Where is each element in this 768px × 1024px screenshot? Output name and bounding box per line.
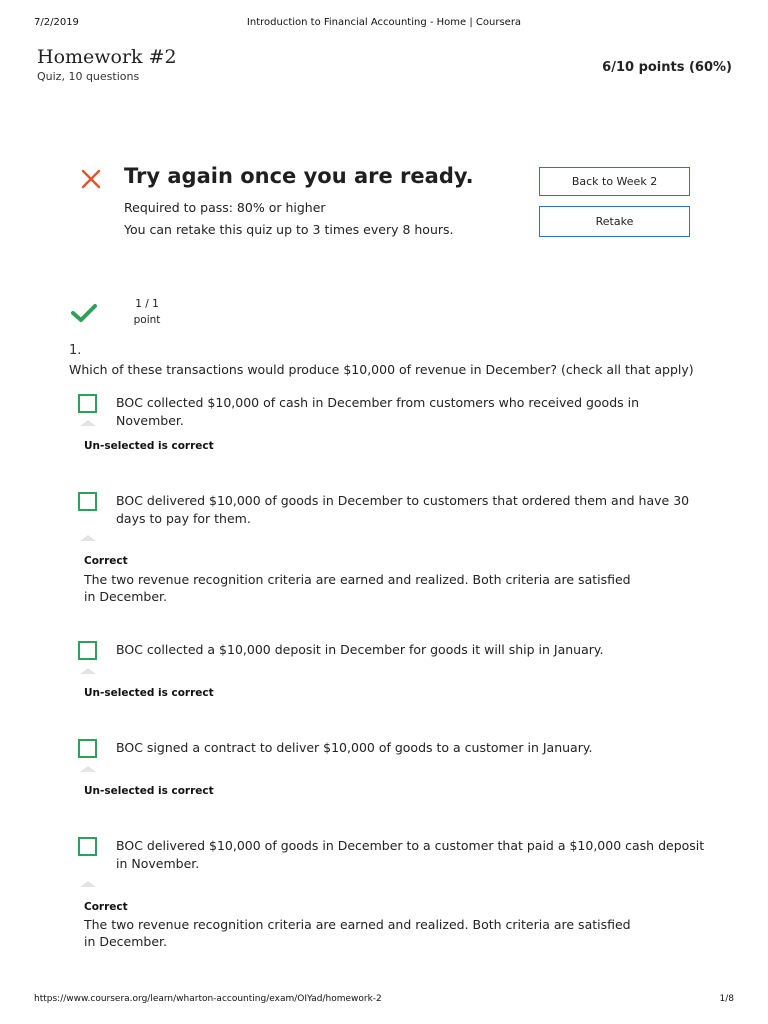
question-number: 1. [69, 343, 82, 358]
points-value: 1 / 1 [135, 298, 159, 310]
feedback-caret [80, 881, 96, 887]
print-title: Introduction to Financial Accounting - Home | Coursera [246, 17, 522, 28]
score-summary: 6/10 points (60%) [602, 60, 732, 75]
option-text: BOC collected $10,000 of cash in December from customers who received goods in November. [116, 395, 640, 428]
points-label: point [133, 314, 161, 326]
close-icon [80, 168, 102, 190]
option-checkbox[interactable] [78, 394, 97, 413]
feedback-label: Un-selected is correct [84, 785, 214, 797]
feedback-caret [80, 668, 96, 674]
feedback-text: The two revenue recognition criteria are earned and realized. Both criteria are satisfied in December. [84, 917, 631, 949]
option-text: BOC delivered $10,000 of goods in December to customers that ordered them and have 30 days to pay for them. [116, 493, 690, 526]
print-page-number: 1/8 [719, 994, 734, 1004]
page-subtitle: Quiz, 10 questions [37, 70, 140, 83]
retake-button[interactable]: Retake [539, 206, 690, 237]
option-checkbox[interactable] [78, 641, 97, 660]
option-text: BOC delivered $10,000 of goods in December to a customer that paid a $10,000 cash deposit in November. [116, 838, 705, 871]
print-header [0, 17, 768, 31]
page-title: Homework #2 [37, 46, 177, 68]
feedback-label: Un-selected is correct [84, 687, 214, 699]
question-points [122, 296, 172, 328]
print-url: https://www.coursera.org/learn/wharton-accounting/exam/OIYad/homework-2 [34, 994, 382, 1004]
option-checkbox[interactable] [78, 492, 97, 511]
result-headline: Try again once you are ready. [124, 164, 474, 188]
feedback-label: Correct [84, 901, 128, 913]
question-text: Which of these transactions would produce $10,000 of revenue in December? (check all that apply) [69, 362, 694, 377]
feedback-caret [80, 535, 96, 541]
option-text: BOC collected a $10,000 deposit in December for goods it will ship in January. [116, 642, 604, 657]
checkmark-icon [70, 302, 98, 324]
option-checkbox[interactable] [78, 739, 97, 758]
back-to-week-button[interactable]: Back to Week 2 [539, 167, 690, 196]
feedback-text: The two revenue recognition criteria are earned and realized. Both criteria are satisfied in December. [84, 572, 631, 604]
print-footer [0, 994, 768, 1008]
print-date: 7/2/2019 [34, 17, 79, 28]
pass-requirement: Required to pass: 80% or higher [124, 200, 326, 215]
option-text: BOC signed a contract to deliver $10,000 of goods to a customer in January. [116, 740, 593, 755]
option-checkbox[interactable] [78, 837, 97, 856]
feedback-caret [80, 766, 96, 772]
feedback-label: Correct [84, 555, 128, 567]
feedback-label: Un-selected is correct [84, 440, 214, 452]
retake-info: You can retake this quiz up to 3 times every 8 hours. [124, 222, 454, 237]
feedback-caret [80, 420, 96, 426]
